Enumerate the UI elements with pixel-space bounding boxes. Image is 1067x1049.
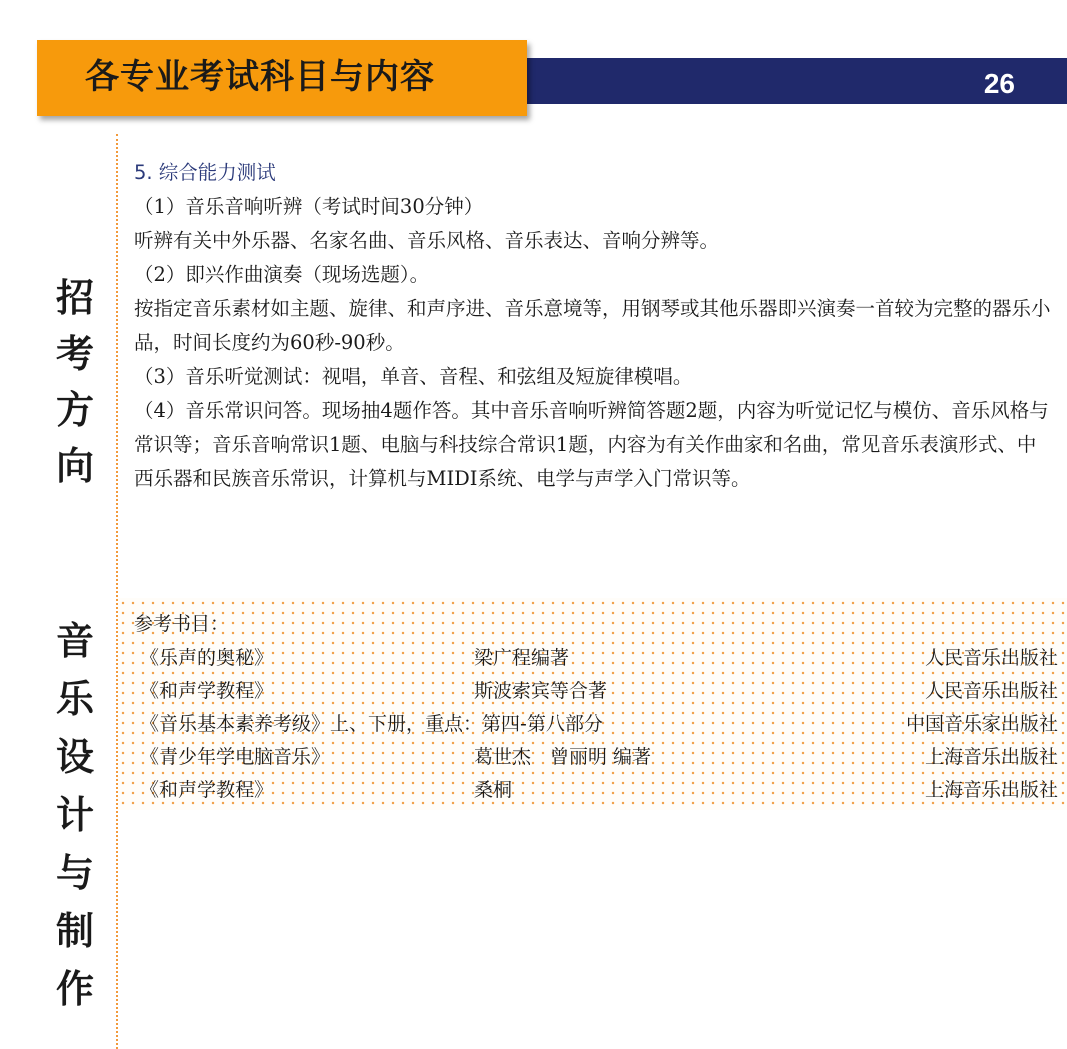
side-label-char: 计 [55, 793, 94, 837]
side-label-char: 与 [55, 851, 94, 895]
side-label-char: 音 [55, 619, 94, 663]
section-line: （1）音乐音响听辨（考试时间30分钟） [134, 195, 484, 218]
section-line: 听辨有关中外乐器、名家名曲、音乐风格、音乐表达、音响分辨等。 [134, 229, 720, 252]
reference-publisher: 上海音乐出版社 [924, 746, 1058, 768]
reference-book: 《青少年学电脑音乐》 [140, 746, 331, 768]
reference-book: 《和声学教程》 [140, 779, 274, 801]
reference-book: 《音乐基本素养考级》上、下册，重点：第四-第八部分 [140, 713, 603, 735]
side-label-top [49, 270, 101, 494]
side-label-char: 乐 [55, 677, 94, 721]
section-line: （2）即兴作曲演奏（现场选题）。 [134, 263, 430, 286]
reference-author: 桑桐 [474, 779, 513, 801]
reference-row [140, 675, 1058, 707]
title-banner [37, 40, 527, 116]
section-line: （4）音乐常识问答。现场抽4题作答。其中音乐音响听辨简答题2题，内容为听觉记忆与模仿、音乐风格与常识等；音乐音响常识1题、电脑与科技综合常识1题，内容为有关作曲家和名曲，常见音乐表演形式、中西乐器和民族音乐常识，计算机与MIDI系统、电学与声学入门常识等。 [134, 399, 1049, 490]
section-content [134, 156, 1054, 496]
section-heading: 5. 综合能力测试 [134, 161, 276, 184]
section-line: 按指定音乐素材如主题、旋律、和声序进、音乐意境等，用钢琴或其他乐器即兴演奏一首较为完整的器乐小品，时间长度约为60秒-90秒。 [134, 297, 1051, 354]
reference-row [140, 774, 1058, 806]
reference-author: 葛世杰 曾丽明 编著 [474, 746, 652, 768]
reference-book: 《乐声的奥秘》 [140, 647, 274, 669]
reference-publisher: 人民音乐出版社 [924, 680, 1058, 702]
reference-row [140, 642, 1058, 674]
reference-author: 斯波索宾等合著 [474, 680, 608, 702]
side-label-char: 方 [55, 388, 94, 432]
side-label-char: 制 [55, 909, 94, 953]
header-bar [500, 58, 1067, 104]
references-heading: 参考书目： [134, 613, 230, 635]
side-label-char: 作 [55, 967, 94, 1011]
side-label-char: 招 [55, 276, 94, 320]
reference-row [140, 741, 1058, 773]
reference-author: 梁广程编著 [474, 647, 570, 669]
section-line: （3）音乐听觉测试：视唱，单音、音程、和弦组及短旋律模唱。 [134, 365, 693, 388]
vertical-divider [116, 134, 118, 1049]
side-label-bottom [49, 612, 101, 1018]
page-title: 各专业考试科目与内容 [85, 57, 435, 97]
reference-row [140, 708, 1058, 740]
page-number: 26 [983, 68, 1015, 99]
reference-publisher: 上海音乐出版社 [924, 779, 1058, 801]
side-label-char: 向 [55, 444, 94, 488]
reference-publisher: 中国音乐家出版社 [905, 713, 1058, 735]
side-label-char: 设 [55, 735, 94, 779]
side-label-char: 考 [55, 332, 94, 376]
references-panel [118, 598, 1067, 810]
reference-book: 《和声学教程》 [140, 680, 274, 702]
reference-publisher: 人民音乐出版社 [924, 647, 1058, 669]
